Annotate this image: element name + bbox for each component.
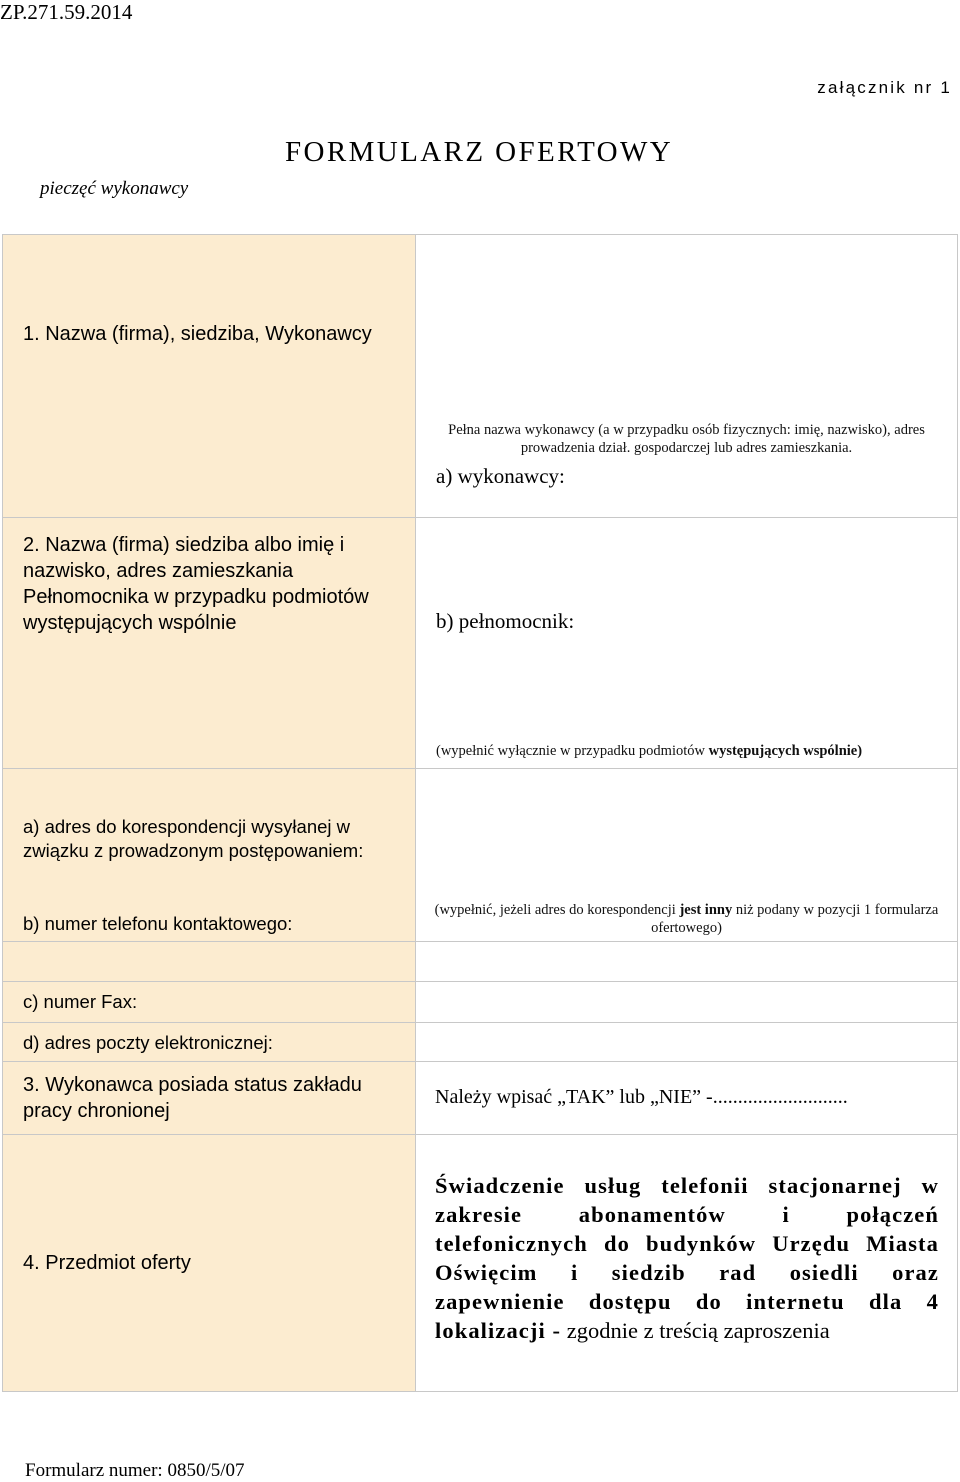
offer-form-table	[2, 234, 958, 1392]
fax-label-cell	[3, 982, 416, 1023]
proxy-hint	[436, 742, 949, 760]
protected-workplace-value: Należy wpisać „TAK” lub „NIE” -...........................	[435, 1086, 848, 1108]
email-label-cell	[3, 1023, 416, 1062]
proxy-hint-bold-text: występujących wspólnie)	[708, 743, 863, 759]
section-3-label-cell	[3, 1062, 416, 1135]
attachment-label: załącznik nr 1	[817, 78, 952, 97]
section-1-label-cell	[3, 235, 416, 518]
phone-row	[3, 942, 958, 982]
correspondence-address-hint	[432, 901, 941, 937]
section-2-label-cell	[3, 518, 416, 769]
correspondence-address-row	[3, 769, 958, 942]
contractor-name-field[interactable]	[416, 235, 958, 518]
phone-label: b) numer telefonu kontaktowego:	[23, 913, 293, 934]
offer-subject-bold: Świadczenie usług telefonii stacjonarnej w zakresie abonamentów i połączeń telefonicznych do budynków Urzędu Miasta Oświęcim i siedzib rad osiedli oraz zapewnienie dostępu do internetu dla 4 lokalizacji -	[435, 1173, 939, 1343]
offer-subject-regular: zgodnie z treścią zaproszenia	[561, 1318, 830, 1343]
phone-label-cell	[3, 942, 416, 982]
fax-label: c) numer Fax:	[23, 991, 138, 1012]
offer-subject-field	[416, 1135, 958, 1392]
protected-workplace-field[interactable]	[416, 1062, 958, 1135]
section-1-label: 1. Nazwa (firma), siedziba, Wykonawcy	[23, 323, 372, 345]
email-row	[3, 1023, 958, 1062]
proxy-field[interactable]	[416, 518, 958, 769]
correspondence-address-label: a) adres do korespondencji wysyłanej w związku z prowadzonym postępowaniem:	[23, 816, 364, 861]
section-2-label: 2. Nazwa (firma) siedziba albo imię i nazwisko, adres zamieszkania Pełnomocnika w przypadku podmiotów występujących wspólnie	[23, 534, 369, 634]
form-number-footer: Formularz numer: 0850/5/07	[25, 1460, 245, 1481]
offer-subject-text	[435, 1171, 939, 1345]
contractor-name-hint: Pełna nazwa wykonawcy (a w przypadku osób fizycznych: imię, nazwisko), adres prowadzenia dział. gospodarczej lub adres zamieszkania.	[448, 422, 925, 456]
section-1-row	[3, 235, 958, 518]
phone-field[interactable]	[416, 942, 958, 982]
section-4-label-cell	[3, 1135, 416, 1392]
fax-field[interactable]	[416, 982, 958, 1023]
email-field[interactable]	[416, 1023, 958, 1062]
section-4-label: 4. Przedmiot oferty	[23, 1252, 191, 1274]
address-hint-text-1: (wypełnić, jeżeli adres do korespondencji	[434, 902, 680, 918]
contractor-stamp-label: pieczęć wykonawcy	[40, 178, 189, 199]
address-hint-text-2: niż podany w pozycji 1 formularza ofertowego)	[651, 902, 939, 936]
proxy-field-label: b) pełnomocnik:	[436, 609, 575, 633]
fax-row	[3, 982, 958, 1023]
correspondence-address-field[interactable]	[416, 769, 958, 942]
correspondence-address-label-cell	[3, 769, 416, 942]
section-3-row	[3, 1062, 958, 1135]
page-title: FORMULARZ OFERTOWY	[285, 136, 674, 168]
address-hint-bold-text: jest inny	[679, 902, 733, 918]
section-3-label: 3. Wykonawca posiada status zakładu pracy chronionej	[23, 1074, 362, 1122]
section-2-row	[3, 518, 958, 769]
email-label: d) adres poczty elektronicznej:	[23, 1032, 273, 1053]
contractor-field-label: a) wykonawcy:	[436, 464, 565, 488]
section-4-row	[3, 1135, 958, 1392]
proxy-hint-text: (wypełnić wyłącznie w przypadku podmiotów	[436, 743, 709, 759]
reference-number: ZP.271.59.2014	[0, 0, 133, 24]
